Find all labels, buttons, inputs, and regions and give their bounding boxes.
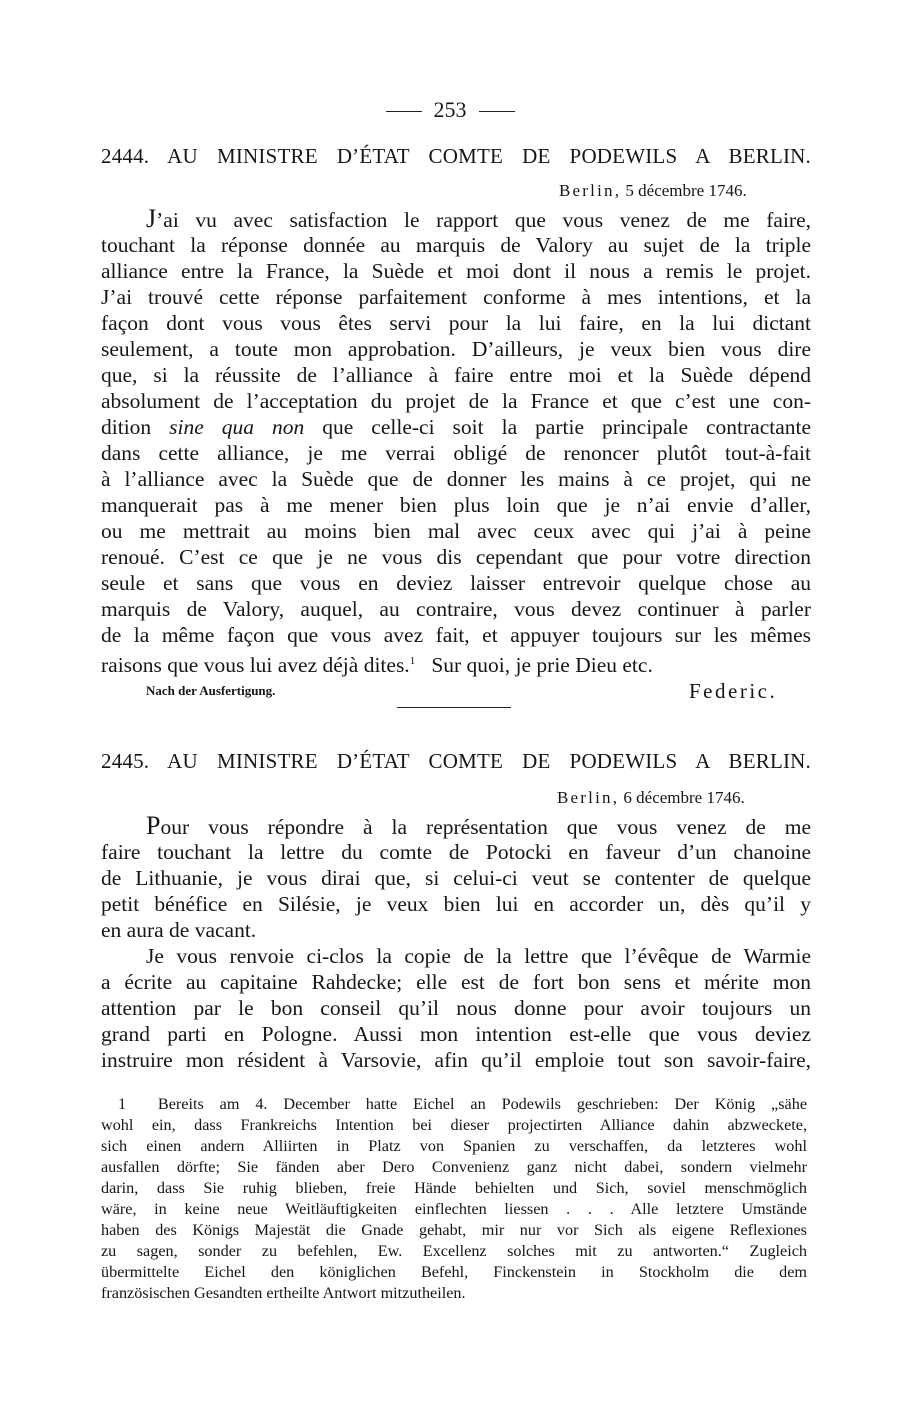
footnote-line: [118, 1094, 807, 1115]
body-line: instruire mon résident à Varsovie, afin qu’il emploie tout son savoir-faire,: [101, 1048, 811, 1072]
body-line: manquerait pas à me mener bien plus loin que je n’ai envie d’aller,: [101, 493, 811, 517]
date-rest: 6 décembre 1746.: [623, 788, 745, 807]
body-line: grand parti en Pologne. Aussi mon intention est-elle que vous deviez: [101, 1022, 811, 1046]
body-line: attention par le bon conseil qu’il nous donne pour avoir toujours un: [101, 996, 811, 1020]
body-line: J’ai trouvé cette réponse parfaitement conforme à mes intentions, et la: [101, 285, 811, 309]
footnote-line: wohl ein, dass Frankreichs Intention bei dieser projectirten Alliance dahin abzweckete,: [101, 1116, 807, 1134]
initial-letter: P: [146, 811, 161, 840]
body-line: touchant la réponse donnée au marquis de Valory au sujet de la triple: [101, 233, 811, 257]
body-line: faire touchant la lettre du comte de Potocki en faveur d’un chanoine: [101, 840, 811, 864]
line-text: ’ai vu avec satisfaction le rapport que vous venez de me faire,: [156, 208, 811, 232]
letter-2444-heading: 2444. AU MINISTRE D’ÉTAT COMTE DE PODEWILS A BERLIN.: [101, 144, 811, 168]
body-line: absolument de l’acceptation du projet de la France et que c’est une con-: [101, 389, 811, 413]
footnote-reference: 1: [409, 655, 416, 667]
source-note: Nach der Ausfertigung.: [146, 683, 276, 698]
line-text: our vous répondre à la représentation que vous venez de me: [160, 815, 811, 839]
body-line: alliance entre la France, la Suède et moi dont il nous a remis le projet.: [101, 259, 811, 283]
body-line: de la même façon que vous avez fait, et appuyer toujours sur les mêmes: [101, 623, 811, 647]
section-divider: [397, 707, 511, 708]
footnote-line: übermittelte Eichel den königlichen Befehl, Finckenstein in Stockholm die dem: [101, 1263, 807, 1281]
footnote-line: darin, dass Sie ruhig blieben, freie Hände behielten und Sich, soviel menschmöglich: [101, 1179, 807, 1197]
date-place: Berlin,: [557, 788, 620, 807]
body-line: façon dont vous vous êtes servi pour la lui faire, en la lui dictant: [101, 311, 811, 335]
line-text: dition: [101, 415, 152, 439]
italic-phrase: sine qua non: [169, 415, 305, 439]
line-text: Sur quoi, je prie Dieu etc.: [431, 653, 653, 678]
footnote-line: ausfallen dörfte; Sie fänden aber Dero Convenienz ganz nicht dabei, sondern vielmehr: [101, 1158, 807, 1176]
header-dash-right: [479, 111, 515, 112]
body-line: [101, 414, 811, 440]
footnote-line: wäre, in keine neue Weitläuftigkeiten einflechten liessen . . . Alle letztere Umstände: [101, 1200, 807, 1218]
letter-2445-heading: 2445. AU MINISTRE D’ÉTAT COMTE DE PODEWILS A BERLIN.: [101, 749, 811, 773]
page-number: 253: [433, 97, 467, 122]
body-line: Je vous renvoie ci-clos la copie de la lettre que l’évêque de Warmie: [146, 944, 811, 968]
body-line: dans cette alliance, je me verrai obligé de renoncer plutôt tout-à-fait: [101, 441, 811, 465]
signature: Federic.: [689, 679, 778, 703]
letter-2444-dateline: [559, 180, 747, 202]
footnote-marker: 1: [118, 1095, 127, 1113]
body-line: [101, 648, 811, 678]
body-line: [146, 206, 811, 233]
body-line: renoué. C’est ce que je ne vous dis cependant que pour votre direction: [101, 545, 811, 569]
body-line: à l’alliance avec la Suède que de donner les mains à ce projet, qui ne: [101, 467, 811, 491]
date-rest: 5 décembre 1746.: [625, 181, 747, 200]
body-line: de Lithuanie, je vous dirai que, si celui-ci veut se contenter de quelque: [101, 866, 811, 890]
initial-letter: J: [146, 204, 157, 233]
body-line: que, si la réussite de l’alliance à faire entre moi et la Suède dépend: [101, 363, 811, 387]
header-dash-left: [386, 111, 422, 112]
letter-2445-dateline: [557, 787, 745, 809]
footnote-line: sich einen andern Alliirten in Platz von Spanien zu verschaffen, da letzteres wohl: [101, 1137, 807, 1155]
body-line: [146, 813, 811, 840]
line-text: que celle-ci soit la partie principale contractante: [322, 415, 812, 439]
body-line: ou me mettrait au moins bien mal avec ceux avec qui j’ai à peine: [101, 519, 811, 543]
body-line: seule et sans que vous en deviez laisser entrevoir quelque chose au: [101, 571, 811, 595]
footnote-line: französischen Gesandten ertheilte Antwort mitzutheilen.: [101, 1284, 466, 1302]
footnote-line: haben des Königs Majestät die Gnade gehabt, mir nur vor Sich als eigene Reflexiones: [101, 1221, 807, 1239]
date-place: Berlin,: [559, 181, 622, 200]
page-header: [0, 96, 900, 124]
body-line: a écrite au capitaine Rahdecke; elle est de fort bon sens et mérite mon: [101, 970, 811, 994]
line-text: raisons que vous lui avez déjà dites.: [101, 653, 410, 678]
body-line: petit bénéfice en Silésie, je veux bien lui en accorder un, dès qu’il y: [101, 892, 811, 916]
body-line: en aura de vacant.: [101, 918, 257, 942]
body-line: marquis de Valory, auquel, au contraire, vous devez continuer à parler: [101, 597, 811, 621]
body-line: seulement, a toute mon approbation. D’ailleurs, je veux bien vous dire: [101, 337, 811, 361]
footnote-line: zu sagen, sonder zu befehlen, Ew. Excellenz solches mit zu antworten.“ Zugleich: [101, 1242, 807, 1260]
line-text: Bereits am 4. December hatte Eichel an Podewils geschrieben: Der König „sähe: [157, 1095, 808, 1113]
